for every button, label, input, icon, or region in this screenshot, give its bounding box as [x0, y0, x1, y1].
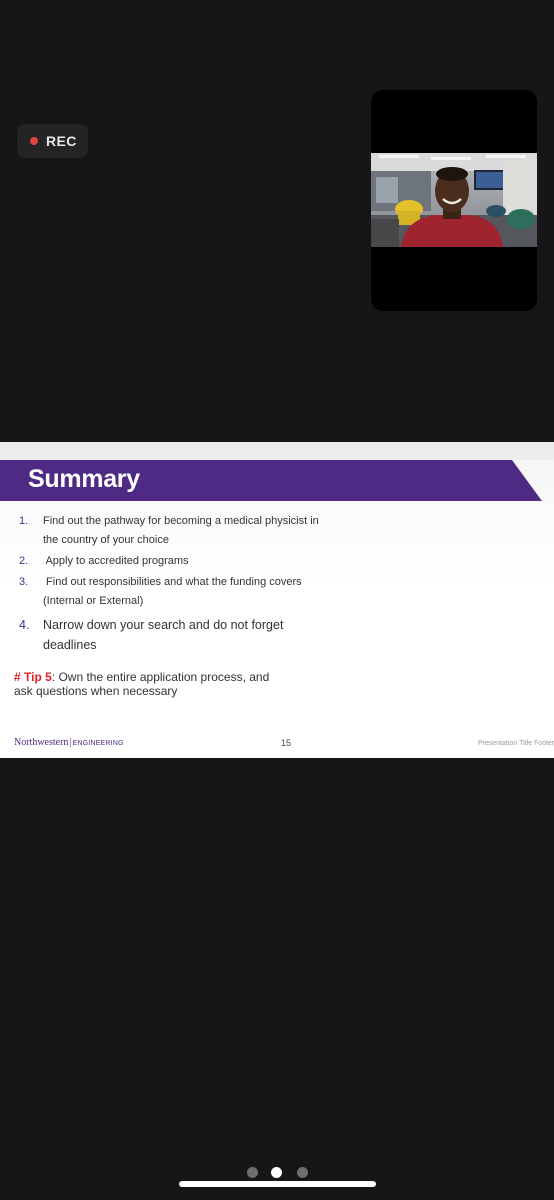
slide-page-number: 15 [281, 738, 292, 748]
recording-indicator [17, 124, 88, 158]
item-number: 3. [19, 576, 29, 588]
northwestern-logo: Northwestern|ENGINEERING [14, 737, 124, 748]
item-number: 4. [19, 618, 30, 632]
self-view-tile[interactable] [371, 90, 537, 311]
item-continuation: the country of your choice [43, 534, 169, 546]
item-continuation: deadlines [43, 638, 97, 652]
record-dot-icon [30, 137, 38, 145]
item-continuation: (Internal or External) [43, 595, 144, 607]
page-indicator [0, 1167, 554, 1179]
page-dot-2-active[interactable] [271, 1167, 282, 1178]
home-indicator[interactable] [179, 1181, 376, 1187]
participant-video-frame [371, 153, 537, 247]
slide-top-strip [0, 442, 554, 460]
brand-subtitle: ENGINEERING [72, 740, 124, 747]
presentation-footer-title: Presentation Title Footer [478, 740, 554, 747]
tip-line-2: ask questions when necessary [14, 684, 178, 698]
item-text: Narrow down your search and do not forget [43, 618, 284, 632]
item-text: Find out responsibilities and what the funding covers [43, 576, 302, 588]
shared-slide [0, 442, 554, 758]
tip-line-1: : Own the entire application process, and [51, 670, 270, 684]
participant-video [371, 153, 537, 247]
item-text: Apply to accredited programs [43, 555, 189, 567]
item-number: 1. [19, 515, 29, 527]
slide-title: Summary [28, 465, 140, 493]
recording-label: REC [46, 133, 77, 149]
brand-name: Northwestern [14, 737, 69, 748]
tip-text [14, 670, 269, 698]
page-dot-1[interactable] [247, 1167, 258, 1178]
tip-label: # Tip 5 [14, 670, 52, 684]
item-text: Find out the pathway for becoming a medical physicist in [43, 515, 319, 527]
page-dot-3[interactable] [297, 1167, 308, 1178]
item-number: 2. [19, 555, 29, 567]
